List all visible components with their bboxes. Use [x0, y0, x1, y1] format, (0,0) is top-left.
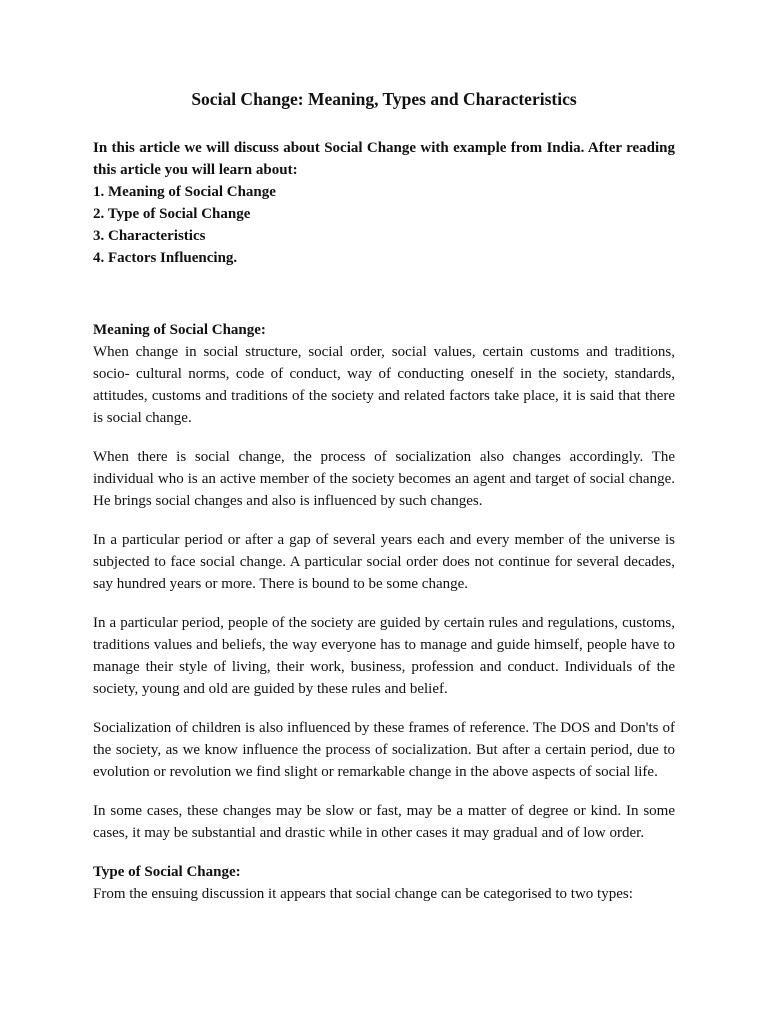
- body-paragraph: When there is social change, the process of socialization also changes accordingly. The individual who is an active member of the society becomes an agent and target of social change. He brings social changes and also is influenced by such changes.: [93, 449, 675, 509]
- intro-list-item: 1. Meaning of Social Change: [93, 184, 276, 200]
- intro-list-item: 3. Characteristics: [93, 228, 206, 244]
- section-heading-meaning: Meaning of Social Change:: [93, 322, 266, 338]
- section-heading-type: Type of Social Change:: [93, 864, 241, 880]
- body-paragraph: From the ensuing discussion it appears that social change can be categorised to two types:: [93, 886, 633, 902]
- intro-list: [93, 181, 675, 269]
- intro-list-item: 2. Type of Social Change: [93, 206, 251, 222]
- body-paragraph: When change in social structure, social order, social values, certain customs and traditions, socio- cultural norms, code of conduct, way of conducting oneself in the society, standards, attitudes, customs and traditions of the society and related factors take place, it is said that there is social change.: [93, 344, 675, 426]
- body-paragraph: Socialization of children is also influenced by these frames of reference. The DOS and Don'ts of the society, as we know influence the process of socialization. But after a certain period, due to evolution or revolution we find slight or remarkable change in the above aspects of social life.: [93, 720, 675, 780]
- body-paragraph: In some cases, these changes may be slow or fast, may be a matter of degree or kind. In some cases, it may be substantial and drastic while in other cases it may gradual and of low order.: [93, 803, 675, 841]
- body-paragraph: In a particular period, people of the society are guided by certain rules and regulations, customs, traditions values and beliefs, the way everyone has to manage and guide himself, people have to manage their style of living, their work, business, profession and conduct. Individuals of the society, young and old are guided by these rules and belief.: [93, 615, 675, 697]
- intro-list-item: 4. Factors Influencing.: [93, 250, 238, 266]
- document-title: Social Change: Meaning, Types and Characteristics: [191, 89, 577, 109]
- intro-paragraph: In this article we will discuss about Social Change with example from India. After reading this article you will learn about:: [93, 140, 675, 178]
- body-paragraph: In a particular period or after a gap of several years each and every member of the universe is subjected to face social change. A particular social order does not continue for several decades, say hundred years or more. There is bound to be some change.: [93, 532, 675, 592]
- document-page: [93, 84, 675, 905]
